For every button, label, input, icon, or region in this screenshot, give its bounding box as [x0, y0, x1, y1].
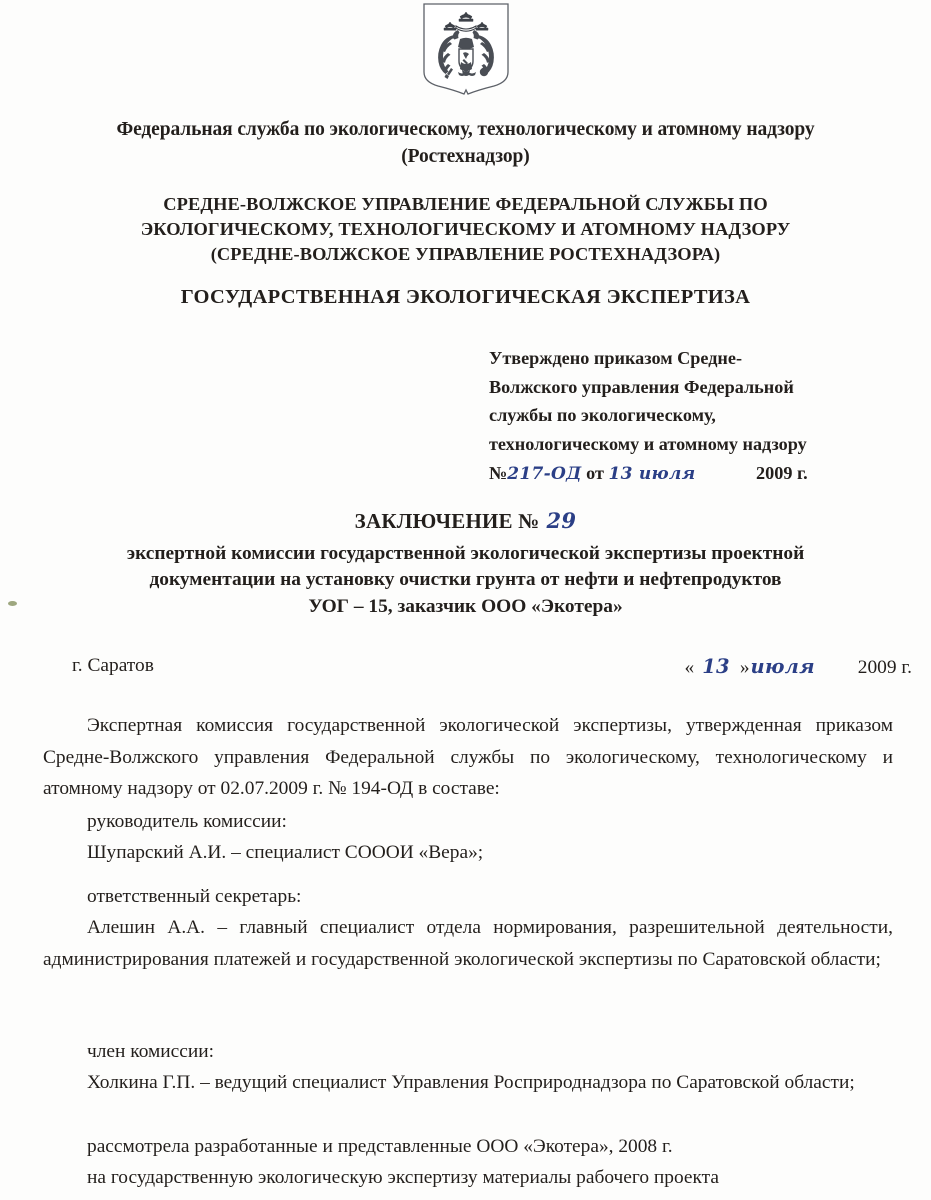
administration-line-3: (СРЕДНЕ-ВОЛЖСКОЕ УПРАВЛЕНИЕ РОСТЕХНАДЗОРА): [210, 244, 721, 264]
member-role-line: член комиссии:: [87, 1041, 215, 1062]
scan-artifact-speck: [8, 601, 17, 606]
federal-service-short-line: (Ростехнадзор): [401, 146, 530, 167]
conclusion-label: ЗАКЛЮЧЕНИЕ №: [354, 509, 540, 533]
closing-line-1: рассмотрела разработанные и представленные ООО «Экотера», 2008 г.: [87, 1136, 673, 1157]
conclusion-subtitle-line-3: УОГ – 15, заказчик ООО «Экотера»: [308, 595, 623, 617]
federal-service-line: Федеральная служба по экологическому, технологическому и атомному надзору: [116, 119, 815, 140]
month-handwritten: июля: [750, 655, 815, 678]
quote-open: «: [684, 657, 695, 678]
city-label: г. Саратов: [72, 655, 154, 676]
approval-date-handwritten: 13 июля: [608, 464, 696, 485]
date-year: 2009 г.: [857, 657, 912, 678]
administration-line-2: ЭКОЛОГИЧЕСКОМУ, ТЕХНОЛОГИЧЕСКОМУ И АТОМНОМУ НАДЗОРУ: [140, 219, 791, 239]
chair-person-line: Шупарский А.И. – специалист СОООИ «Вера»;: [87, 842, 484, 863]
approval-line-4: технологическому и атомному надзору: [489, 433, 807, 454]
conclusion-subtitle-line-1: экспертной комиссии государственной экологической экспертизы проектной: [126, 543, 805, 564]
conclusion-subtitle: [32, 541, 899, 620]
conclusion-number-handwritten: 29: [546, 508, 577, 533]
secretary-role-line: ответственный секретарь:: [87, 886, 302, 907]
member-person-paragraph: Холкина Г.П. – ведущий специалист Управления Росприроднадзора по Саратовской области;: [87, 1072, 855, 1093]
approval-line-2: Волжского управления Федеральной: [489, 376, 794, 397]
chair-role-line: руководитель комиссии:: [87, 811, 287, 832]
approval-line-3: службы по экологическому,: [489, 405, 716, 426]
expertise-type-heading: ГОСУДАРСТВЕННАЯ ЭКОЛОГИЧЕСКАЯ ЭКСПЕРТИЗА: [180, 286, 751, 308]
conclusion-subtitle-line-2: документации на установку очистки грунта от нефти и нефтепродуктов: [149, 569, 782, 591]
approval-year: 2009 г.: [756, 463, 808, 484]
approval-order-line: [489, 459, 909, 489]
day-handwritten: 13: [702, 655, 730, 678]
secretary-person-paragraph: Алешин А.А. – главный специалист отдела нормирования, разрешительной деятельности, администрирования платежей и государственной экологической экспертизы по Саратовской области;: [43, 917, 893, 970]
approval-from-label: от: [586, 463, 604, 484]
administration-line-1: СРЕДНЕ-ВОЛЖСКОЕ УПРАВЛЕНИЕ ФЕДЕРАЛЬНОЙ СЛУЖБЫ ПО: [163, 194, 768, 214]
approval-block: [489, 344, 909, 489]
federal-service-heading: [40, 116, 891, 170]
coat-of-arms-container: [0, 2, 931, 96]
approval-line-1: Утверждено приказом Средне-: [489, 348, 743, 368]
intro-paragraph: Экспертная комиссия государственной экологической экспертизы, утвержденная приказом Средне-Волжского управления Федеральной службы по экологическому, технологическому и атомному надзору от 02.07.2009 г. № 194-ОД в составе:: [43, 715, 893, 799]
administration-heading: [100, 192, 831, 267]
quote-close: »: [739, 657, 750, 678]
russian-coat-of-arms-icon: [420, 2, 512, 96]
approval-number-handwritten: 217-ОД: [507, 464, 582, 485]
place-and-date-line: [72, 655, 912, 679]
approval-number-label: №: [489, 463, 508, 484]
date-group: [685, 655, 912, 679]
conclusion-number-heading: [40, 508, 891, 534]
closing-line-2: на государственную экологическую экспертизу материалы рабочего проекта: [87, 1167, 719, 1188]
